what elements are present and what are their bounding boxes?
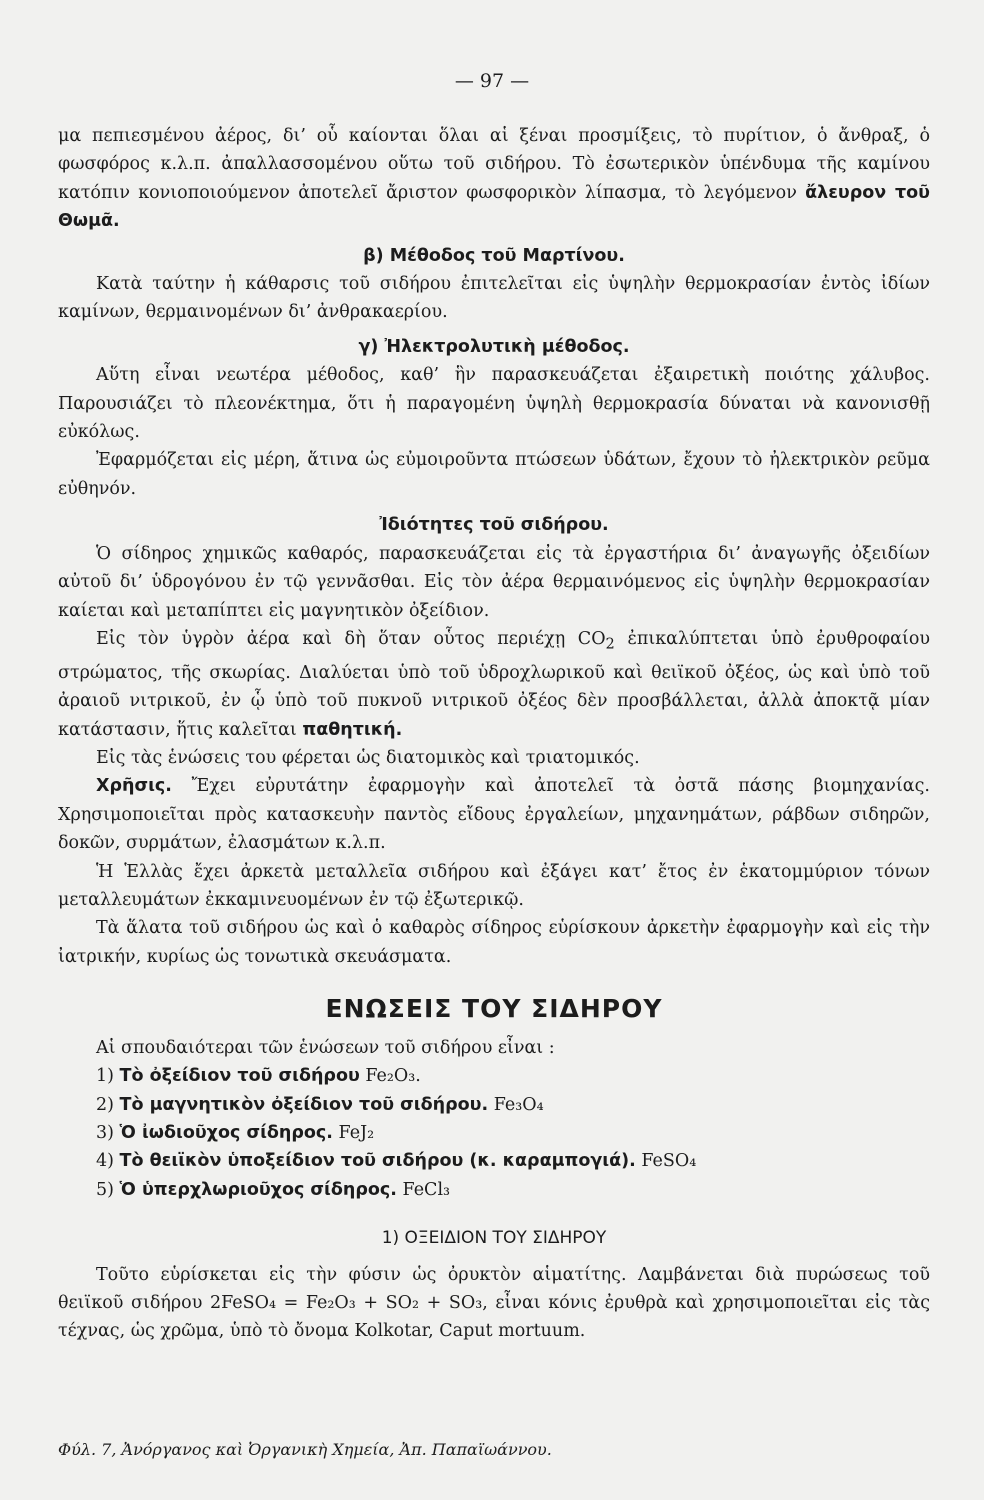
oxide-section-title: 1) ΟΞΕΙΔΙΟΝ ΤΟΥ ΣΙΔΗΡΟΥ xyxy=(381,1228,607,1249)
greece-paragraph: Ἡ Ἑλλὰς ἔχει ἀρκετὰ μεταλλεῖα σιδήρου καὶ ἐξάγει κατ’ ἔτος ἐν ἑκατομμύριον τόνων μεταλλευμάτων ἐκκαμινευομένων ἐν τῷ ἐξωτερικῷ. xyxy=(58,861,930,911)
list-item: 3) Ὁ ἰωδιοῦχος σίδηρος. FeJ₂ xyxy=(96,1122,375,1143)
list-item: 4) Τὸ θειϊκὸν ὑποξείδιον τοῦ σιδήρου (κ. καραμπογιά). FeSO₄ xyxy=(96,1151,697,1172)
beta-method-text: Κατὰ ταύτην ἡ κάθαρσις τοῦ σιδήρου ἐπιτελεῖται εἰς ὑψηλὴν θερμοκρασίαν ἐντὸς ἰδίων καμίνων, θερμαινομένων δι’ ἀνθρακαερίου. xyxy=(58,274,930,323)
properties-title: Ἰδιότητες τοῦ σιδήρου. xyxy=(379,515,609,536)
properties-paragraph-3: Εἰς τὰς ἑνώσεις του φέρεται ὡς διατομικὸς καὶ τριατομικός. xyxy=(96,748,640,769)
compounds-section-title: ΕΝΩΣΕΙΣ ΤΟΥ ΣΙΔΗΡΟΥ xyxy=(325,994,663,1024)
co2-subscript: 2 xyxy=(605,635,615,653)
intro-bold-term: ἄλευρον τοῦ Θωμᾶ. xyxy=(58,182,930,232)
oxide-paragraph: Τοῦτο εὑρίσκεται εἰς τὴν φύσιν ὡς ὀρυκτὸν αἱματίτης. Λαμβάνεται διὰ πυρώσεως τοῦ θειϊκοῦ σιδήρου 2FeSO₄ = Fe₂O₃ + SO₂ + SO₃, εἶναι κόνις ἐρυθρὰ καὶ χρησιμοποιεῖται εἰς τὰς τέχνας, ὡς χρῶμα, ὑπὸ τὸ ὄνομα Kolkotar, Caput mortuum. xyxy=(58,1264,930,1342)
salts-paragraph: Τὰ ἅλατα τοῦ σιδήρου ὡς καὶ ὁ καθαρὸς σίδηρος εὑρίσκουν ἀρκετὴν ἐφαρμογὴν καὶ εἰς τὴν ἰατρικήν, κυρίως ὡς τονωτικὰ σκευάσματα. xyxy=(58,918,930,967)
compounds-intro: Αἱ σπουδαιότεραι τῶν ἑνώσεων τοῦ σιδήρου εἶναι : xyxy=(96,1037,555,1058)
gamma-paragraph-1: Αὕτη εἶναι νεωτέρα μέθοδος, καθ’ ἣν παρασκευάζεται ἐξαιρετικὴ ποιότης χάλυβος. Παρουσιάζει τὸ πλεονέκτημα, ὅτι ἡ παραγομένη ὑψηλὴ θερμοκρασία δύναται νὰ κανονισθῇ εὐκόλως. xyxy=(58,365,930,443)
list-item: 1) Τὸ ὀξείδιον τοῦ σιδήρου Fe₂O₃. xyxy=(96,1066,421,1087)
beta-method-title: β) Μέθοδος τοῦ Μαρτίνου. xyxy=(363,245,625,266)
compounds-list xyxy=(58,1062,930,1204)
properties-p2-rest: ἐπικαλύπτεται ὑπὸ ἐρυθροφαίου στρώματος, τῆς σκωρίας. Διαλύεται ὑπὸ τοῦ ὑδροχλωρικοῦ καὶ θειϊκοῦ ὀξέος, ὡς καὶ ὑπὸ τοῦ ἀραιοῦ νιτρικοῦ, ἐν ᾧ ὑπὸ τοῦ πυκνοῦ νιτρικοῦ ὀξέος δὲν προσβάλλεται, ἀλλὰ ἀποκτᾷ μίαν κατάστασιν, ἥτις καλεῖται xyxy=(58,628,930,740)
footer-note: Φύλ. 7, Ἀνόργανος καὶ Ὀργανικὴ Χημεία, Ἀπ. Παπαϊωάννου. xyxy=(58,1440,552,1459)
page-content xyxy=(58,122,930,1346)
page-number: — 97 — xyxy=(454,70,530,92)
uses-text: Ἔχει εὐρυτάτην ἐφαρμογὴν καὶ ἀποτελεῖ τὰ ὀστᾶ πάσης βιομηχανίας. Χρησιμοποιεῖται πρὸς κατασκευὴν παντὸς εἴδους ἐργαλείων, μηχανημάτων, ράβδων σιδηρῶν, δοκῶν, συρμάτων, ἐλασμάτων κ.λ.π. xyxy=(58,776,930,854)
gamma-method-title: γ) Ἠλεκτρολυτικὴ μέθοδος. xyxy=(358,336,630,357)
passive-term: παθητική. xyxy=(302,719,403,740)
properties-paragraph-2 xyxy=(58,625,930,744)
uses-paragraph xyxy=(58,772,930,857)
intro-text: μα πεπιεσμένου ἀέρος, δι’ οὗ καίονται ὅλαι αἱ ξέναι προσμίξεις, τὸ πυρίτιον, ὁ ἄνθραξ, ὁ φωσφόρος κ.λ.π. ἀπαλλασσομένου οὕτω τοῦ σιδήρου. Τὸ ἐσωτερικὸν ὑπένδυμα τῆς καμίνου κατόπιν κονιοποιούμενον ἀποτελεῖ ἄριστον φωσφορικὸν λίπασμα, τὸ λεγόμενον xyxy=(58,126,930,203)
intro-paragraph xyxy=(58,122,930,236)
uses-label: Χρῆσις. xyxy=(96,776,172,797)
gamma-paragraph-2: Ἐφαρμόζεται εἰς μέρη, ἅτινα ὡς εὐμοιροῦντα πτώσεων ὑδάτων, ἔχουν τὸ ἠλεκτρικὸν ρεῦμα εὐθηνόν. xyxy=(58,450,930,499)
list-item: 2) Τὸ μαγνητικὸν ὀξείδιον τοῦ σιδήρου. Fe₃O₄ xyxy=(96,1094,544,1115)
properties-p2-start: Εἰς τὸν ὑγρὸν ἀέρα καὶ δὴ ὅταν οὗτος περιέχῃ CO xyxy=(96,628,606,649)
properties-paragraph-1: Ὁ σίδηρος χημικῶς καθαρός, παρασκευάζεται εἰς τὰ ἐργαστήρια δι’ ἀναγωγῆς ὀξειδίων αὐτοῦ δι’ ὑδρογόνου ἐν τῷ γεννᾶσθαι. Εἰς τὸν ἀέρα θερμαινόμενος εἰς ὑψηλὴν θερμοκρασίαν καίεται καὶ μεταπίπτει εἰς μαγνητικὸν ὀξείδιον. xyxy=(58,543,930,621)
list-item: 5) Ὁ ὑπερχλωριοῦχος σίδηρος. FeCl₃ xyxy=(96,1179,451,1200)
